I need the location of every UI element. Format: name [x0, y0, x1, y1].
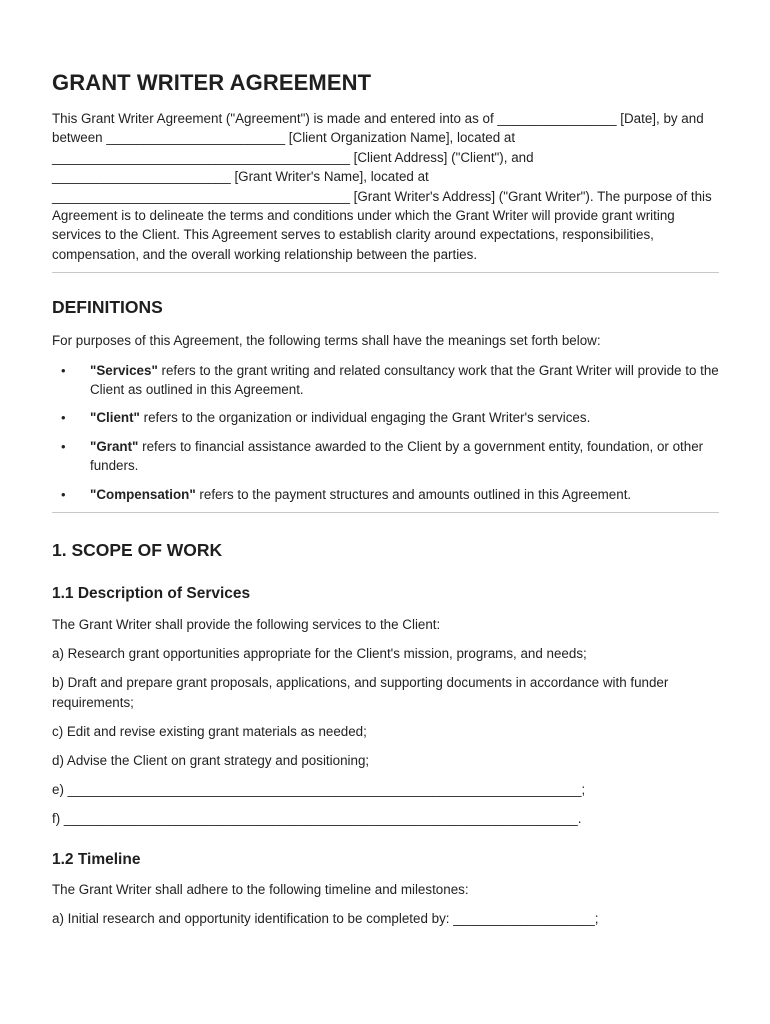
service-item-b: b) Draft and prepare grant proposals, applications, and supporting documents in accordance with funder requirements;	[52, 675, 669, 710]
definition-text: refers to the grant writing and related consultancy work that the Grant Writer will provide to the Client as outlined in this Agreement.	[90, 362, 719, 398]
document-title: GRANT WRITER AGREEMENT	[52, 70, 372, 95]
scope-of-work-section	[52, 540, 720, 928]
timeline-item-a: a) Initial research and opportunity identification to be completed by: ___________________;	[52, 910, 599, 926]
scope-heading: 1. SCOPE OF WORK	[52, 540, 223, 561]
definition-term: "Services"	[90, 362, 158, 378]
section-divider	[52, 512, 719, 513]
description-of-services-heading: 1.1 Description of Services	[52, 585, 251, 603]
agreement-document	[52, 70, 720, 928]
definitions-intro: For purposes of this Agreement, the following terms shall have the meanings set forth below:	[52, 333, 601, 349]
definition-item-client	[52, 408, 720, 427]
timeline-heading: 1.2 Timeline	[52, 850, 141, 868]
service-item-a: a) Research grant opportunities appropriate for the Client's mission, programs, and needs;	[52, 646, 587, 662]
section-divider	[52, 272, 719, 273]
bullet-icon: •	[61, 410, 66, 426]
service-item-e-blank: e) _____________________________________________________________________;	[52, 781, 586, 797]
bullet-icon: •	[61, 438, 66, 454]
services-intro: The Grant Writer shall provide the following services to the Client:	[52, 617, 441, 633]
definition-term: "Compensation"	[90, 486, 196, 502]
bullet-icon: •	[61, 486, 66, 502]
definitions-section	[52, 297, 720, 504]
definition-item-compensation	[52, 485, 720, 504]
definitions-list	[52, 361, 720, 504]
definitions-heading: DEFINITIONS	[52, 297, 163, 318]
definition-item-services	[52, 361, 720, 400]
service-item-d: d) Advise the Client on grant strategy and positioning;	[52, 752, 370, 768]
timeline-intro: The Grant Writer shall adhere to the following timeline and milestones:	[52, 881, 469, 897]
definition-item-grant	[52, 437, 720, 476]
definition-text: refers to financial assistance awarded to the Client by a government entity, foundation, or other funders.	[90, 438, 704, 474]
bullet-icon: •	[61, 362, 66, 378]
service-item-c: c) Edit and revise existing grant materials as needed;	[52, 723, 367, 739]
definition-term: "Client"	[90, 410, 140, 426]
definition-text: refers to the organization or individual engaging the Grant Writer's services.	[139, 410, 591, 426]
definition-term: "Grant"	[90, 438, 139, 454]
intro-paragraph: This Grant Writer Agreement ("Agreement") is made and entered into as of ________________ [Date], by and between ________________________ [Client Organization Name], located at ________________________________________ [Client Address] ("Client"), and ________________________ [Grant Writer's Name], located at ________________________________________ [Grant Writer's Address] ("Grant Writer"). The purpose of this Agreement is to delineate the terms and conditions under which the Grant Writer will provide grant writing services to the Client. This Agreement serves to establish clarity around expectations, responsibilities, compensation, and the overall working relationship between the parties.	[52, 111, 712, 262]
definition-text: refers to the payment structures and amounts outlined in this Agreement.	[195, 486, 632, 502]
service-item-f-blank: f) _____________________________________________________________________.	[52, 810, 582, 826]
